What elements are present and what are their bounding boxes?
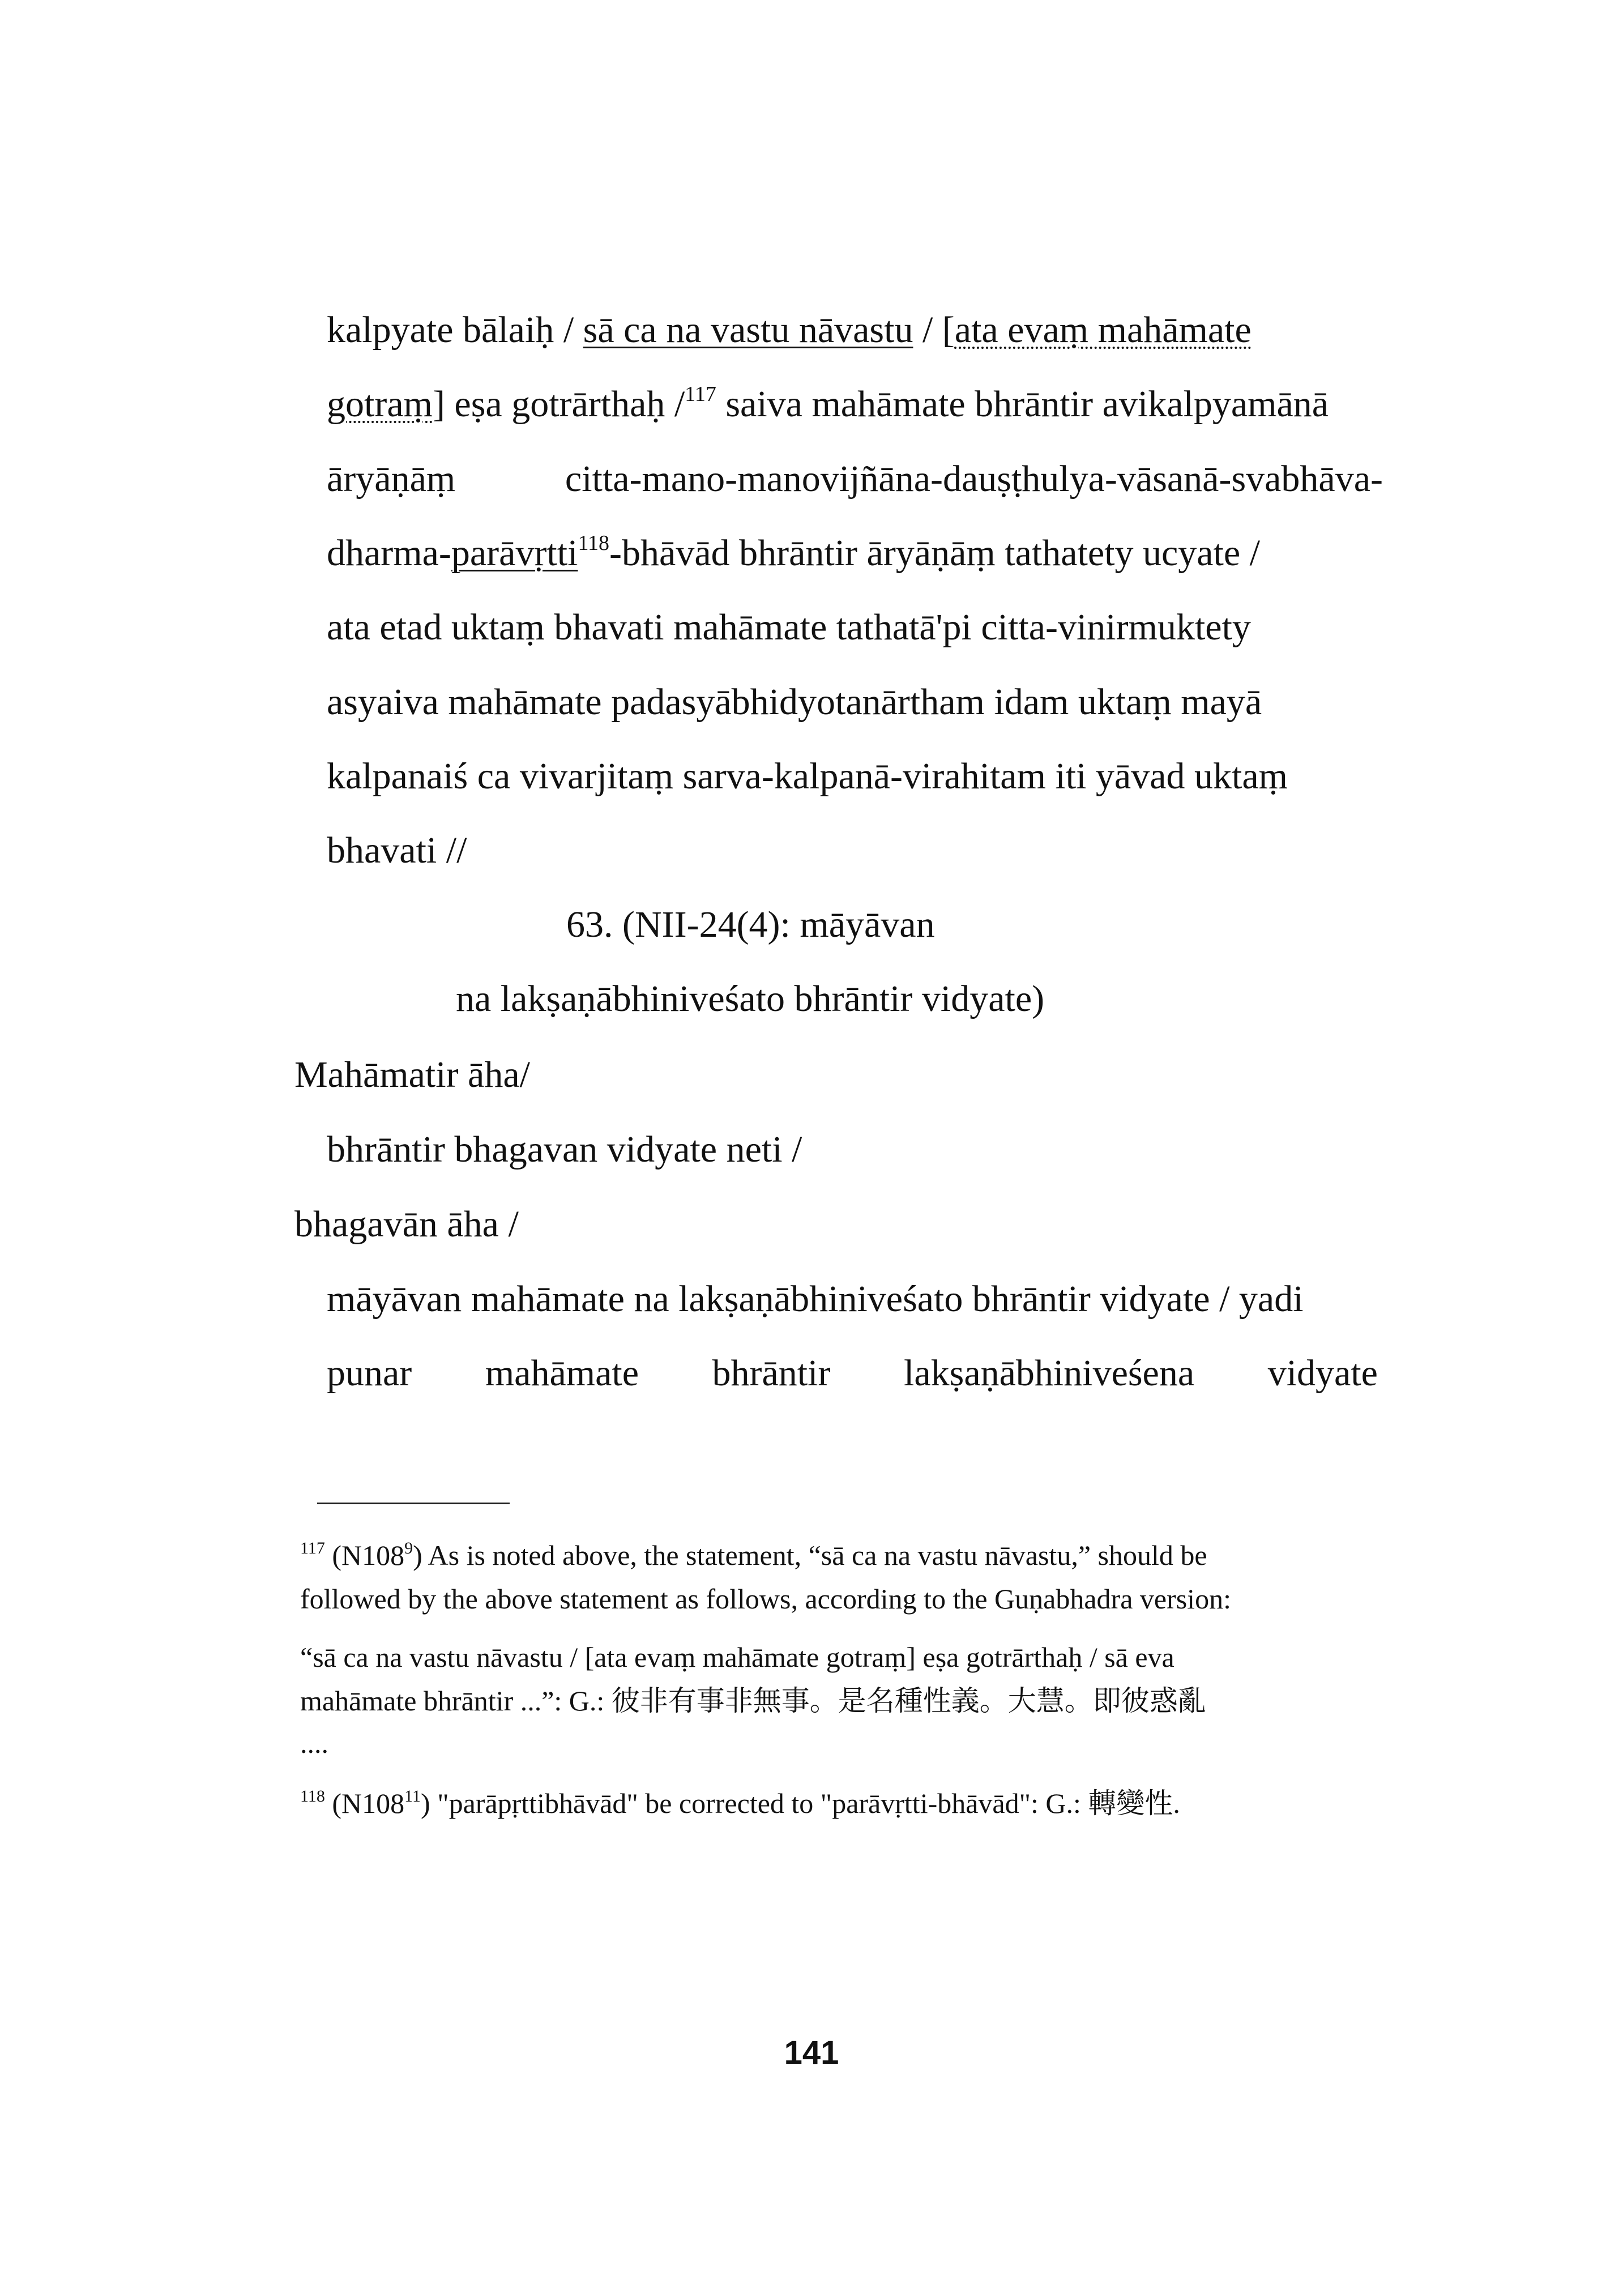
page-number: 141 [784,2034,839,2071]
footnote-117-line-3: “sā ca na vastu nāvastu / [ata evaṃ mahāmate gotraṃ] eṣa gotrārthaḥ / sā eva [300,1641,1174,1673]
underlined-phrase: parāvṛtti [451,532,578,574]
text-run: ) "parāpṛttibhāvād" be corrected to "parāvṛtti-bhāvād": G.: 轉變性. [421,1787,1180,1819]
footnote-117-line-4: mahāmate bhrāntir ...”: G.: 彼非有事非無事。是名種性義。大慧。即彼惑亂 [300,1685,1206,1717]
word: lakṣaṇābhiniveśena [904,1352,1195,1394]
speaker-line-2: bhagavān āha / [294,1204,519,1245]
word: bhrāntir [712,1352,831,1394]
dotted-underlined-phrase: ata evaṃ mahāmate [954,309,1252,351]
body-line-2 [327,382,1329,427]
text-run: (N108 [324,1539,405,1571]
footnote-ref-117: 117 [685,382,716,406]
answer-line-2 [327,1351,1378,1396]
answer-line-1: māyāvan mahāmate na lakṣaṇābhiniveśato bhrāntir vidyate / yadi [327,1278,1304,1320]
text-run: saiva mahāmate bhrāntir avikalpyamānā [716,383,1329,425]
text-run: (N108 [324,1787,405,1819]
text-run: ] eṣa gotrārthaḥ / [432,383,685,425]
word: vidyate [1267,1352,1378,1394]
body-line-1 [327,308,1252,353]
body-line-8: bhavati // [327,830,467,871]
text-run: dharma- [327,532,451,574]
text-run: kalpyate bālaiḥ / [327,309,583,351]
section-heading-line-1: 63. (NII-24(4): māyāvan [566,904,935,945]
footnote-separator [317,1503,510,1504]
text-run: citta-mano-manovijñāna-dauṣṭhulya-vāsanā-svabhāva- [565,458,1383,500]
question-line: bhrāntir bhagavan vidyate neti / [327,1129,802,1170]
footnote-number: 118 [300,1787,325,1806]
speaker-line-1: Mahāmatir āha/ [294,1054,530,1095]
page-ref-superscript: 11 [404,1787,421,1806]
footnote-118-line-1 [300,1785,1180,1822]
text-run: -bhāvād bhrāntir āryāṇāṃ tathatety ucyate / [609,532,1261,574]
section-heading-line-2: na lakṣaṇābhiniveśato bhrāntir vidyate) [456,978,1045,1019]
word: punar [327,1352,412,1394]
page-ref-superscript: 9 [404,1539,413,1558]
text-run: / [ [913,309,955,351]
word: mahāmate [485,1352,639,1394]
body-line-5: ata etad uktaṃ bhavati mahāmate tathatā'pi citta-vinirmuktety [327,607,1251,648]
footnote-117-line-1 [300,1537,1207,1574]
body-line-4 [327,531,1260,576]
underlined-phrase: sā ca na vastu nāvastu [583,309,913,351]
text-run: ) As is noted above, the statement, “sā ca na vastu nāvastu,” should be [413,1539,1207,1571]
footnote-117-line-5: .... [300,1727,328,1759]
text-run: āryāṇāṃ [327,458,456,500]
body-line-6: asyaiva mahāmate padasyābhidyotanārtham idam uktaṃ mayā [327,681,1262,723]
body-line-3 [327,456,1383,502]
footnote-ref-118: 118 [578,531,610,555]
footnote-number: 117 [300,1539,325,1558]
footnote-117-line-2: followed by the above statement as follows, according to the Guṇabhadra version: [300,1583,1231,1615]
body-line-7: kalpanaiś ca vivarjitaṃ sarva-kalpanā-virahitam iti yāvad uktaṃ [327,756,1288,797]
dotted-underlined-phrase: gotraṃ [327,383,433,425]
